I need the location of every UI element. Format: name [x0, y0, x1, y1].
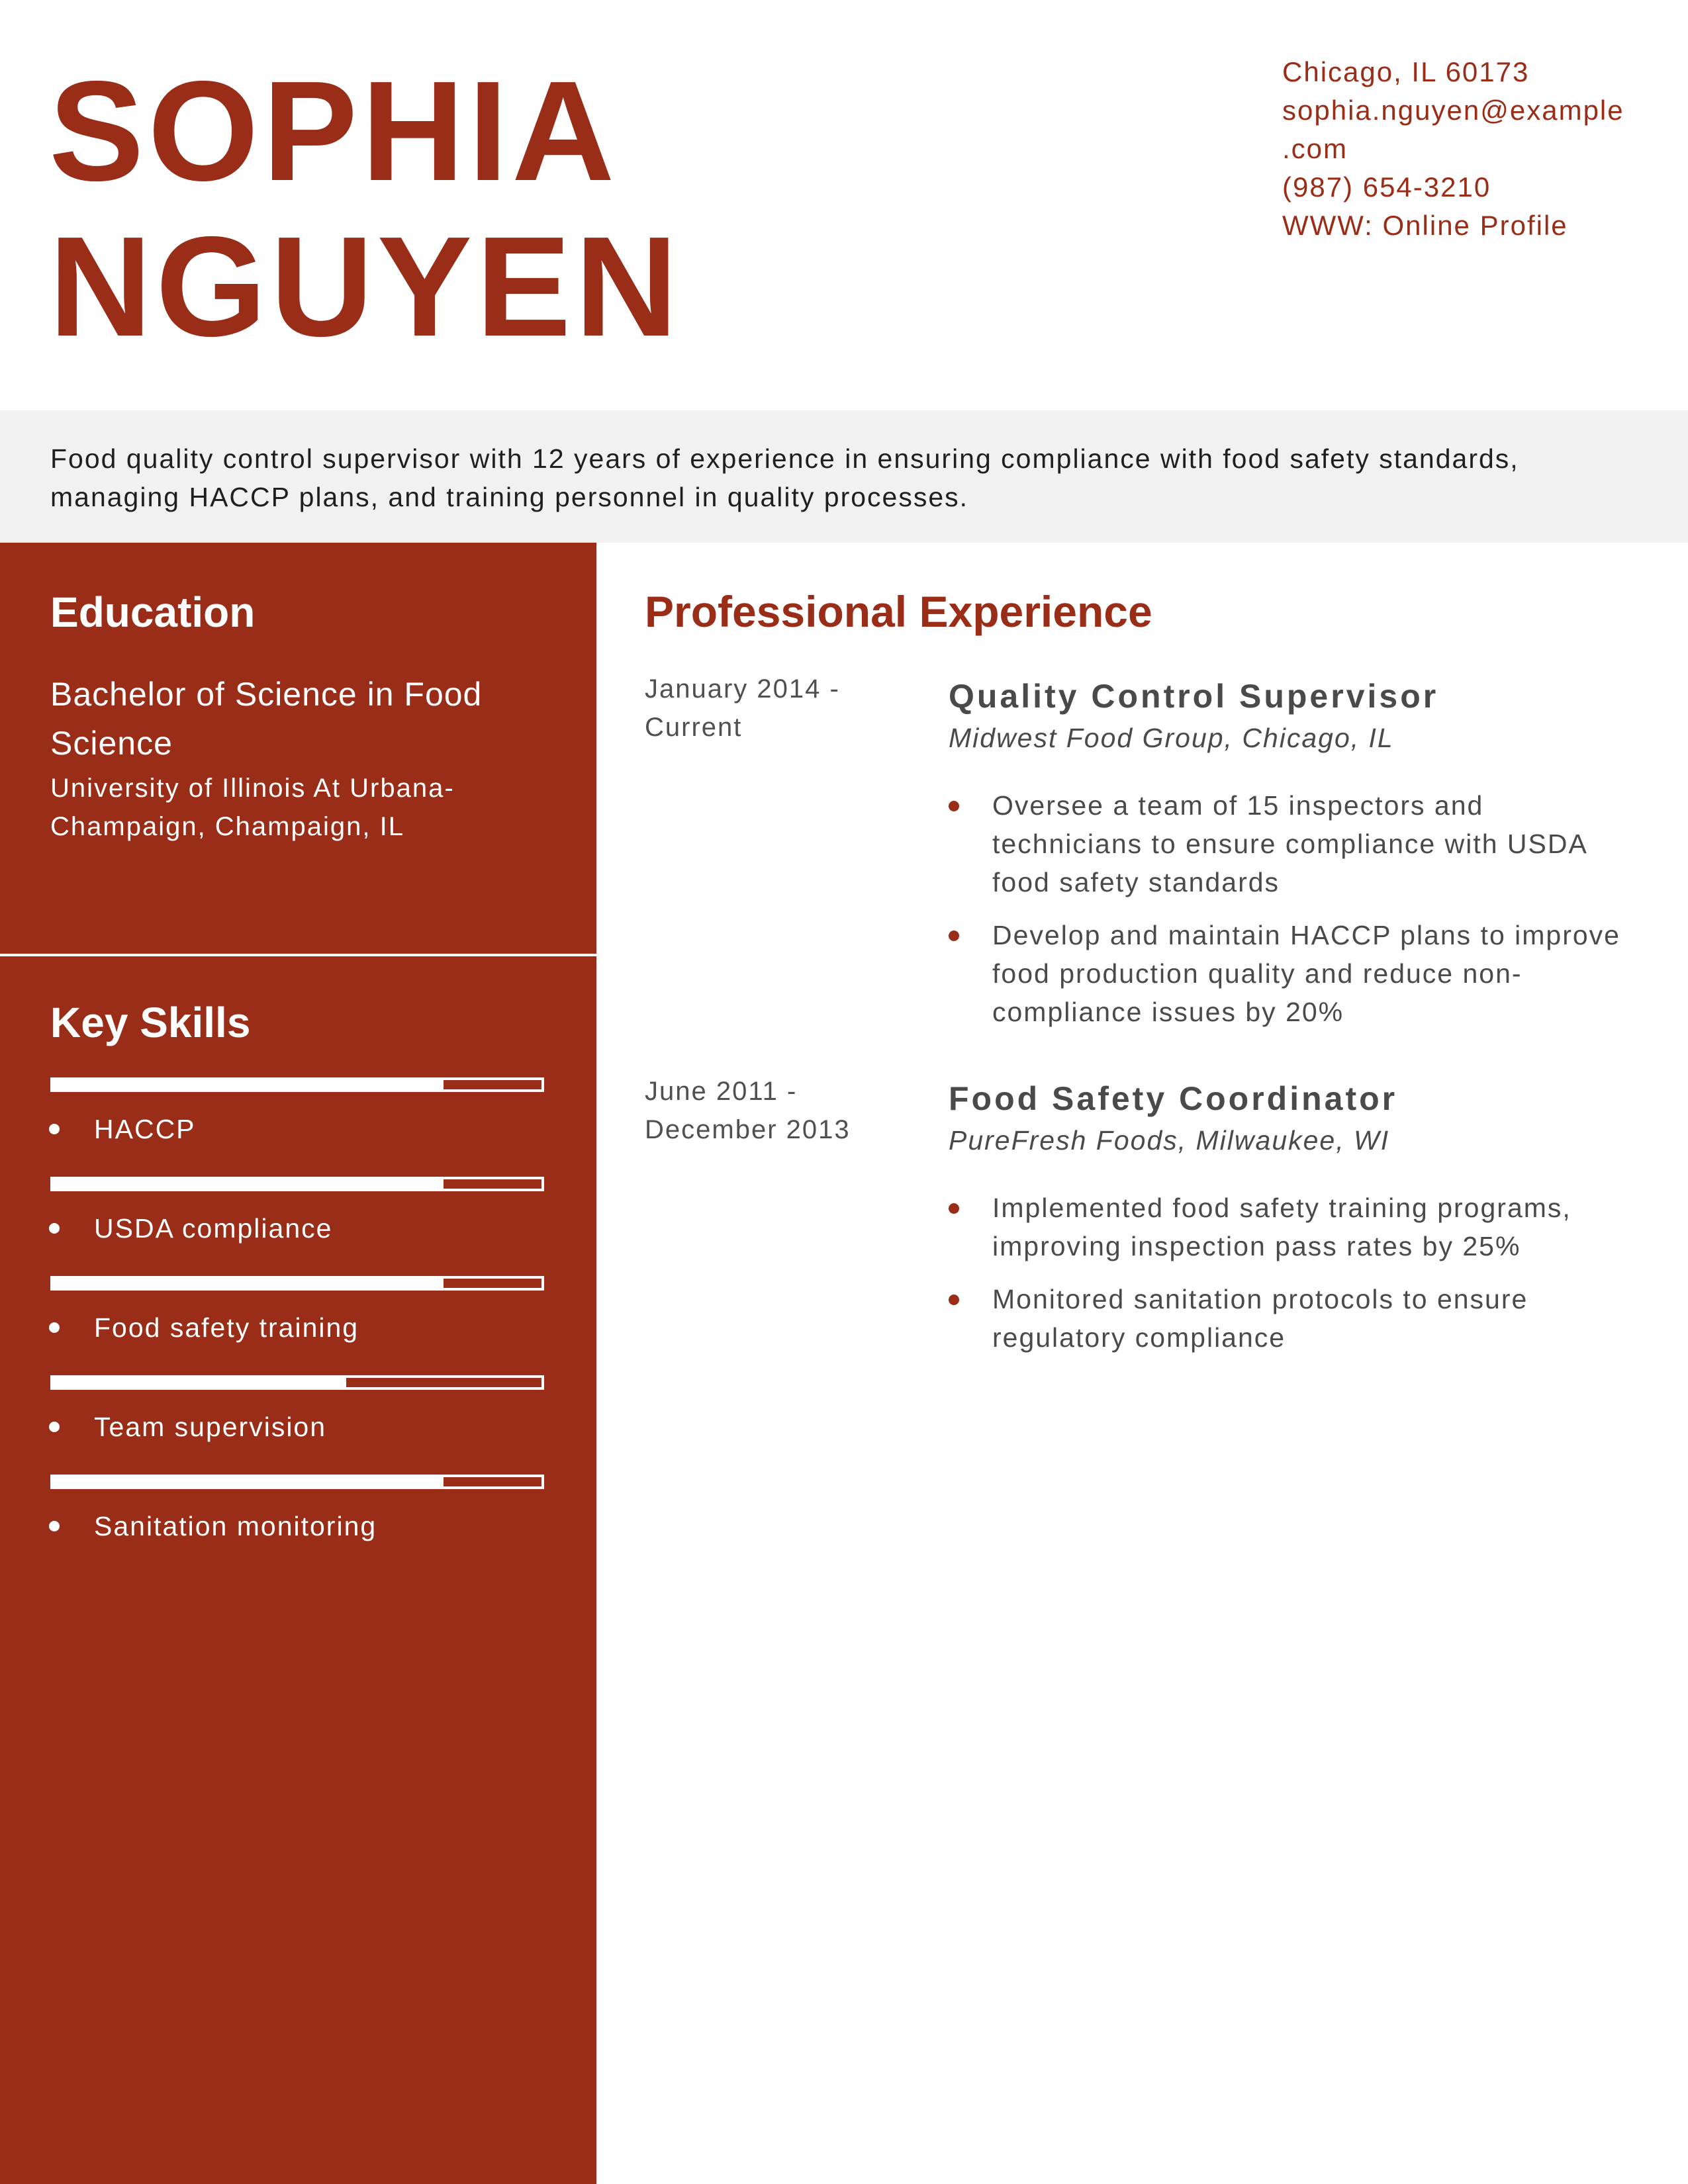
sidebar-divider: [0, 954, 596, 956]
bullet-dot-icon: [49, 1322, 60, 1333]
bullet-dot-icon: [949, 801, 959, 811]
skill-level-fill: [53, 1080, 444, 1089]
job-bullet-text: Oversee a team of 15 inspectors and technicians to ensure compliance with USDA food safety standards: [992, 790, 1587, 897]
job-bullet: [949, 916, 1630, 1031]
skill-label: HACCP: [94, 1114, 196, 1144]
skill-label: Food safety training: [94, 1312, 359, 1343]
contact-location: Chicago, IL 60173: [1282, 56, 1530, 87]
job-date: January 2014 - Current: [645, 674, 840, 742]
candidate-name: [49, 53, 682, 364]
contact-phone[interactable]: (987) 654-3210: [1282, 171, 1491, 203]
education-degree: Bachelor of Science in Food Science: [50, 676, 483, 762]
bullet-dot-icon: [49, 1124, 60, 1134]
skill-level-bar: [50, 1475, 544, 1489]
job-title: Food Safety Coordinator: [949, 1080, 1398, 1117]
education-heading: Education: [50, 588, 256, 636]
skill-level-fill: [53, 1179, 444, 1189]
contact-email-line2: .com: [1282, 133, 1348, 164]
skills-heading: Key Skills: [50, 999, 251, 1046]
skill-label: Team supervision: [94, 1412, 327, 1442]
contact-email[interactable]: [1282, 91, 1624, 168]
job-bullet-text: Implemented food safety training programs, improving inspection pass rates by 25%: [992, 1193, 1571, 1261]
bullet-dot-icon: [949, 931, 959, 941]
skill-level-bar: [50, 1375, 544, 1390]
job-date: June 2011 - December 2013: [645, 1077, 851, 1144]
first-name: SOPHIA: [49, 51, 619, 210]
bullet-dot-icon: [49, 1422, 60, 1432]
job-bullet: [949, 786, 1630, 901]
skill-level-bar: [50, 1276, 544, 1291]
job-bullet: [949, 1189, 1630, 1265]
job-bullet-list: [949, 786, 1630, 1046]
skill-level-fill: [53, 1477, 444, 1486]
skill-level-bar: [50, 1077, 544, 1092]
job-bullet-text: Monitored sanitation protocols to ensure regulatory compliance: [992, 1284, 1528, 1353]
contact-email-line1: sophia.nguyen@example: [1282, 95, 1624, 126]
job-bullet-text: Develop and maintain HACCP plans to improve food production quality and reduce non-compliance issues by 20%: [992, 920, 1620, 1027]
skill-label: Sanitation monitoring: [94, 1511, 377, 1541]
experience-heading: Professional Experience: [645, 587, 1152, 636]
skill-level-fill: [53, 1279, 444, 1288]
contact-website[interactable]: WWW: Online Profile: [1282, 210, 1568, 241]
summary-text: Food quality control supervisor with 12 years of experience in ensuring compliance with food safety standards, managing HACCP plans, and training personnel in quality processes.: [50, 443, 1519, 512]
bullet-dot-icon: [949, 1203, 959, 1214]
skill-level-bar: [50, 1177, 544, 1191]
education-school: University of Illinois At Urbana-Champaign, Champaign, IL: [50, 774, 455, 841]
job-company: Midwest Food Group, Chicago, IL: [949, 723, 1394, 753]
job-bullet: [949, 1280, 1630, 1357]
job-company: PureFresh Foods, Milwaukee, WI: [949, 1125, 1390, 1156]
contact-block: [1282, 53, 1624, 245]
last-name: NGUYEN: [49, 206, 682, 366]
bullet-dot-icon: [49, 1521, 60, 1531]
bullet-dot-icon: [49, 1223, 60, 1234]
skill-level-fill: [53, 1378, 346, 1387]
skill-label: USDA compliance: [94, 1213, 333, 1244]
bullet-dot-icon: [949, 1295, 959, 1305]
job-bullet-list: [949, 1189, 1630, 1371]
job-title: Quality Control Supervisor: [949, 678, 1439, 715]
